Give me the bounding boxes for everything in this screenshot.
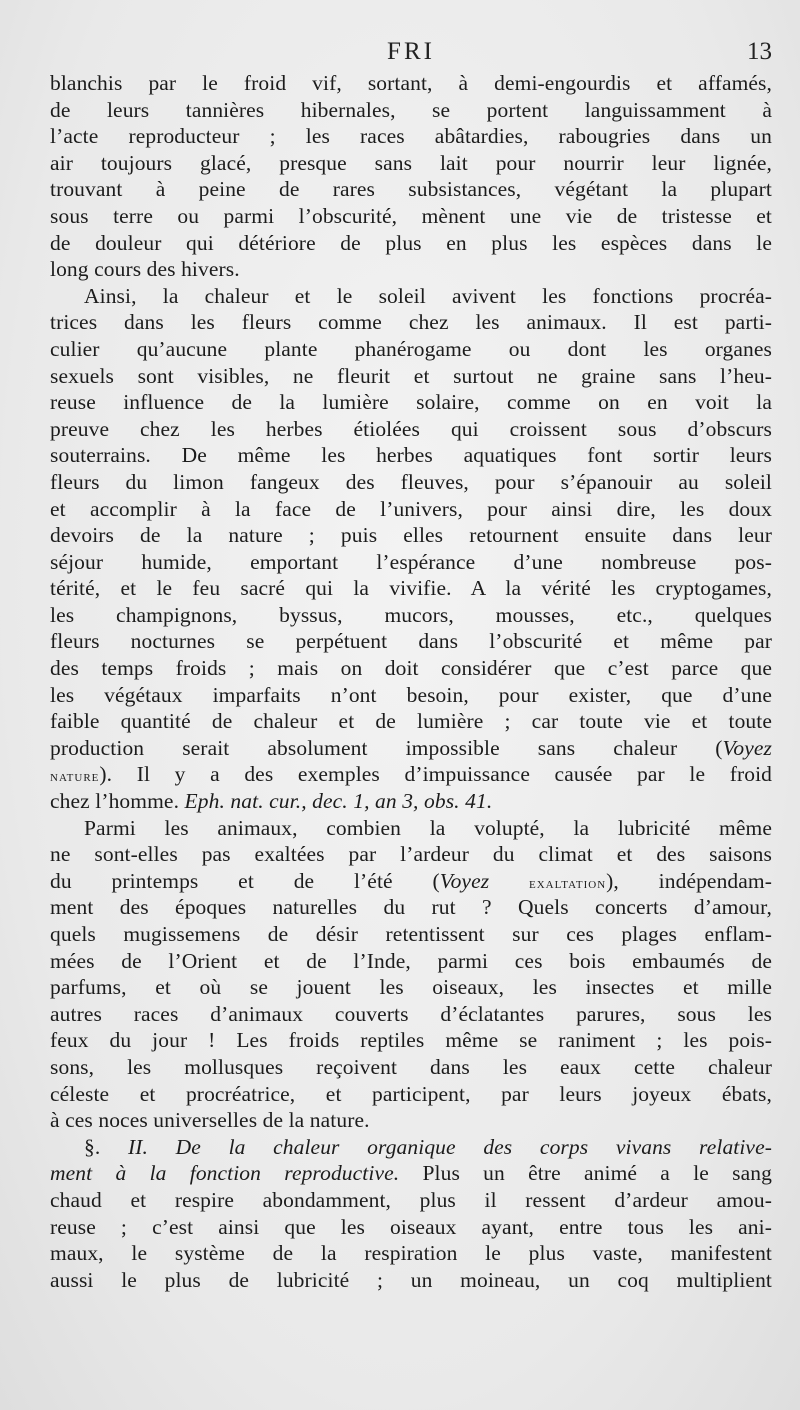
text-run: mées de l’Orient et de l’Inde, parmi ces bois embaumés de: [50, 948, 772, 973]
text-line: [50, 1214, 772, 1241]
text-run: séjour humide, emportant l’espérance d’une nombreuse pos-: [50, 549, 772, 574]
body-text: [50, 70, 772, 1293]
text-run: souterrains. De même les herbes aquatiques font sortir leurs: [50, 443, 772, 468]
text-run: autres races d’animaux couverts d’éclatantes parures, sous les: [50, 1001, 772, 1026]
text-run: sons, les mollusques reçoivent dans les eaux cette chaleur: [50, 1054, 772, 1079]
text-line: [50, 655, 772, 682]
text-line: [50, 868, 772, 895]
text-run: Voyez: [722, 735, 772, 760]
text-run: chaud et respire abondamment, plus il ressent d’ardeur amou-: [50, 1187, 772, 1212]
text-line: [50, 1267, 772, 1294]
text-run: Voyez: [439, 868, 490, 893]
text-line: [50, 1134, 772, 1161]
text-line: [50, 575, 772, 602]
text-line: [50, 1081, 772, 1108]
text-line: [50, 496, 772, 523]
text-line: [50, 549, 772, 576]
text-line: [50, 336, 772, 363]
text-line: [50, 682, 772, 709]
text-run: Parmi les animaux, combien la volupté, la lubricité même: [84, 815, 772, 840]
text-run: sous terre ou parmi l’obscurité, mènent une vie de tristesse et: [50, 203, 772, 228]
text-line: [50, 442, 772, 469]
text-run: térité, et le feu sacré qui la vivifie. A la vérité les cryptogames,: [50, 576, 772, 601]
text-run: air toujours glacé, presque sans lait pour nourrir leur lignée,: [50, 150, 772, 175]
text-line: [50, 894, 772, 921]
text-run: §.: [84, 1134, 128, 1159]
text-line: [50, 1160, 772, 1187]
text-run: blanchis par le froid vif, sortant, à demi-engourdis et affamés,: [50, 71, 772, 95]
text-run: devoirs de la nature ; puis elles retournent ensuite dans leur: [50, 523, 772, 548]
text-run: les végétaux imparfaits n’ont besoin, pour exister, que d’une: [50, 682, 772, 707]
text-run: culier qu’aucune plante phanérogame ou dont les organes: [50, 336, 772, 361]
text-line: [50, 150, 772, 177]
text-line: [50, 815, 772, 842]
text-run: chez l’homme.: [50, 789, 185, 814]
text-run: trices dans les fleurs comme chez les animaux. Il est parti-: [50, 310, 772, 335]
text-run: long cours des hivers.: [50, 257, 240, 282]
text-run: des temps froids ; mais on doit considérer que c’est parce que: [50, 656, 772, 681]
text-line: [50, 1187, 772, 1214]
text-run: ), indépendam-: [606, 868, 773, 893]
text-run: exaltation: [528, 874, 607, 892]
text-line: [50, 788, 772, 815]
text-run: II. De la chaleur organique des corps vivans relative-: [127, 1134, 772, 1159]
text-line: [50, 841, 772, 868]
text-line: [50, 309, 772, 336]
text-run: céleste et procréatrice, et participent, par leurs joyeux ébats,: [50, 1081, 772, 1106]
text-run: maux, le système de la respiration le plus vaste, manifestent: [50, 1241, 772, 1266]
text-line: [50, 708, 772, 735]
text-run: preuve chez les herbes étiolées qui croissent sous d’obscurs: [50, 416, 772, 441]
text-run: ment des époques naturelles du rut ? Quels concerts d’amour,: [50, 895, 772, 920]
text-line: [50, 735, 772, 762]
text-line: [50, 628, 772, 655]
text-line: [50, 1240, 772, 1267]
text-run: ment à la fonction reproductive.: [50, 1161, 400, 1186]
text-run: de douleur qui détériore de plus en plus les espèces dans le: [50, 230, 772, 255]
text-run: fleurs du limon fangeux des fleuves, pour s’épanouir au soleil: [50, 469, 772, 494]
text-run: les champignons, byssus, mucors, mousses, etc., quelques: [50, 602, 772, 627]
text-line: [50, 469, 772, 496]
text-run: aussi le plus de lubricité ; un moineau, un coq multiplient: [50, 1267, 772, 1292]
text-line: [50, 1001, 772, 1028]
text-line: [50, 948, 772, 975]
running-title: FRI: [387, 38, 435, 65]
text-line: [50, 256, 772, 283]
text-line: [50, 283, 772, 310]
text-run: quels mugissemens de désir retentissent sur ces plages enflam-: [50, 922, 772, 946]
text-run: faible quantité de chaleur et de lumière ; car toute vie et toute: [50, 709, 772, 734]
text-run: fleurs nocturnes se perpétuent dans l’obscurité et même par: [50, 629, 772, 654]
text-run: parfums, et où se jouent les oiseaux, les insectes et mille: [50, 975, 772, 1000]
text-line: [50, 1027, 772, 1054]
text-run: nature: [50, 768, 100, 786]
text-line: [50, 974, 772, 1001]
text-line: [50, 1054, 772, 1081]
text-line: [50, 203, 772, 230]
page-number: 13: [747, 38, 772, 65]
text-run: production serait absolument impossible sans chaleur (: [50, 735, 723, 760]
text-run: du printemps et de l’été (: [50, 868, 440, 893]
text-run: de leurs tannières hibernales, se portent languissamment à: [50, 97, 772, 122]
text-line: [50, 70, 772, 97]
text-run: ). Il y a des exemples d’impuissance causée par le froid: [99, 762, 772, 787]
text-run: l’acte reproducteur ; les races abâtardies, rabougries dans un: [50, 124, 772, 149]
text-line: [50, 522, 772, 549]
text-run: Plus un être animé a le sang: [399, 1161, 772, 1186]
text-line: [50, 97, 772, 124]
text-run: Eph. nat. cur., dec. 1, an 3, obs. 41.: [184, 789, 493, 814]
text-line: [50, 761, 772, 788]
text-run: ne sont-elles pas exaltées par l’ardeur du climat et des saisons: [50, 842, 772, 867]
text-run: reuse ; c’est ainsi que les oiseaux ayant, entre tous les ani-: [50, 1214, 772, 1239]
text-run: trouvant à peine de rares subsistances, végétant la plupart: [50, 177, 772, 202]
text-run: reuse influence de la lumière solaire, comme on en voit la: [50, 390, 772, 415]
text-line: [50, 363, 772, 390]
text-run: et accomplir à la face de l’univers, pour ainsi dire, les doux: [50, 496, 772, 521]
text-line: [50, 123, 772, 150]
text-line: [50, 416, 772, 443]
text-line: [50, 1107, 772, 1134]
text-line: [50, 176, 772, 203]
text-line: [50, 921, 772, 948]
running-head: [50, 38, 772, 68]
text-line: [50, 230, 772, 257]
text-run: à ces noces universelles de la nature.: [50, 1108, 370, 1133]
text-run: feux du jour ! Les froids reptiles même se raniment ; les pois-: [50, 1028, 772, 1053]
text-line: [50, 602, 772, 629]
text-run: Ainsi, la chaleur et le soleil avivent les fonctions procréa-: [84, 283, 772, 308]
text-line: [50, 389, 772, 416]
text-run: sexuels sont visibles, ne fleurit et surtout ne graine sans l’heu-: [50, 363, 772, 388]
